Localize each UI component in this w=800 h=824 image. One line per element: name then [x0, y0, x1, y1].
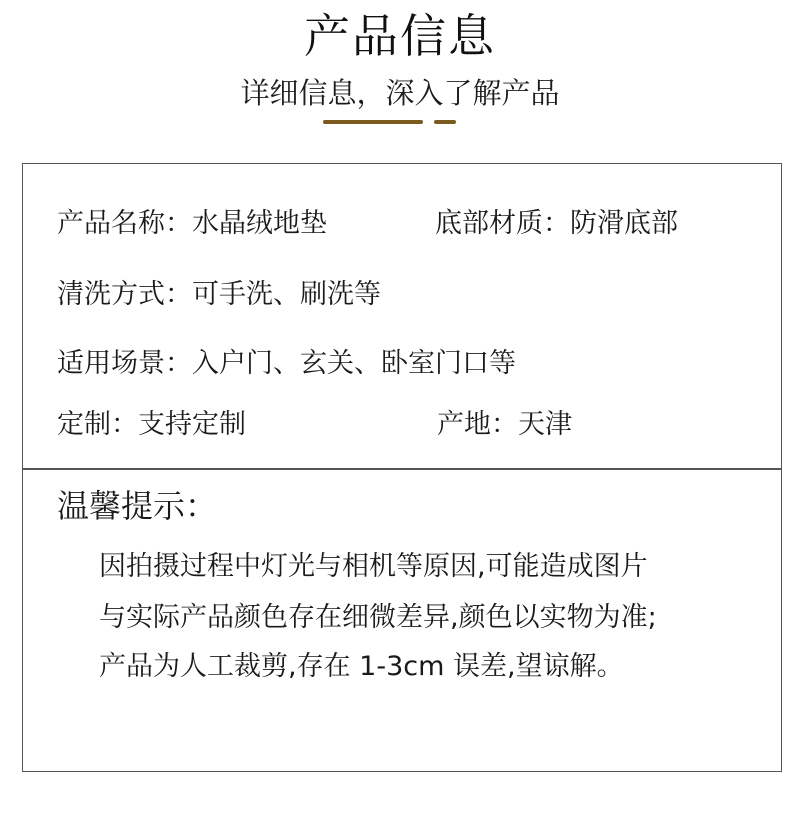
tips-line-3: 产品为人工裁剪,存在 1-3cm 误差,望谅解。 — [99, 651, 624, 682]
info-customization: 定制：支持定制 — [57, 409, 246, 440]
tips-panel — [22, 468, 782, 772]
title-underline-short — [434, 120, 456, 124]
info-cleaning-method: 清洗方式：可手洗、刷洗等 — [57, 279, 381, 310]
info-row-name — [57, 206, 678, 242]
info-bottom-material: 底部材质：防滑底部 — [435, 208, 678, 239]
info-usage-scenes: 适用场景：入户门、玄关、卧室门口等 — [57, 348, 516, 379]
info-row-cleaning — [57, 277, 381, 313]
page-title: 产品信息 — [304, 9, 496, 63]
title-underline-long — [323, 120, 423, 124]
tips-line-1: 因拍摄过程中灯光与相机等原因,可能造成图片 — [99, 551, 648, 582]
info-row-custom — [57, 407, 572, 443]
page-subtitle: 详细信息，深入了解产品 — [240, 76, 560, 110]
info-product-name: 产品名称：水晶绒地垫 — [57, 208, 327, 239]
info-row-scenes — [57, 346, 516, 382]
tips-heading: 温馨提示： — [57, 487, 218, 525]
product-info-panel — [22, 163, 782, 470]
info-origin: 产地：天津 — [437, 409, 572, 440]
tips-line-2: 与实际产品颜色存在细微差异,颜色以实物为准; — [99, 602, 657, 633]
